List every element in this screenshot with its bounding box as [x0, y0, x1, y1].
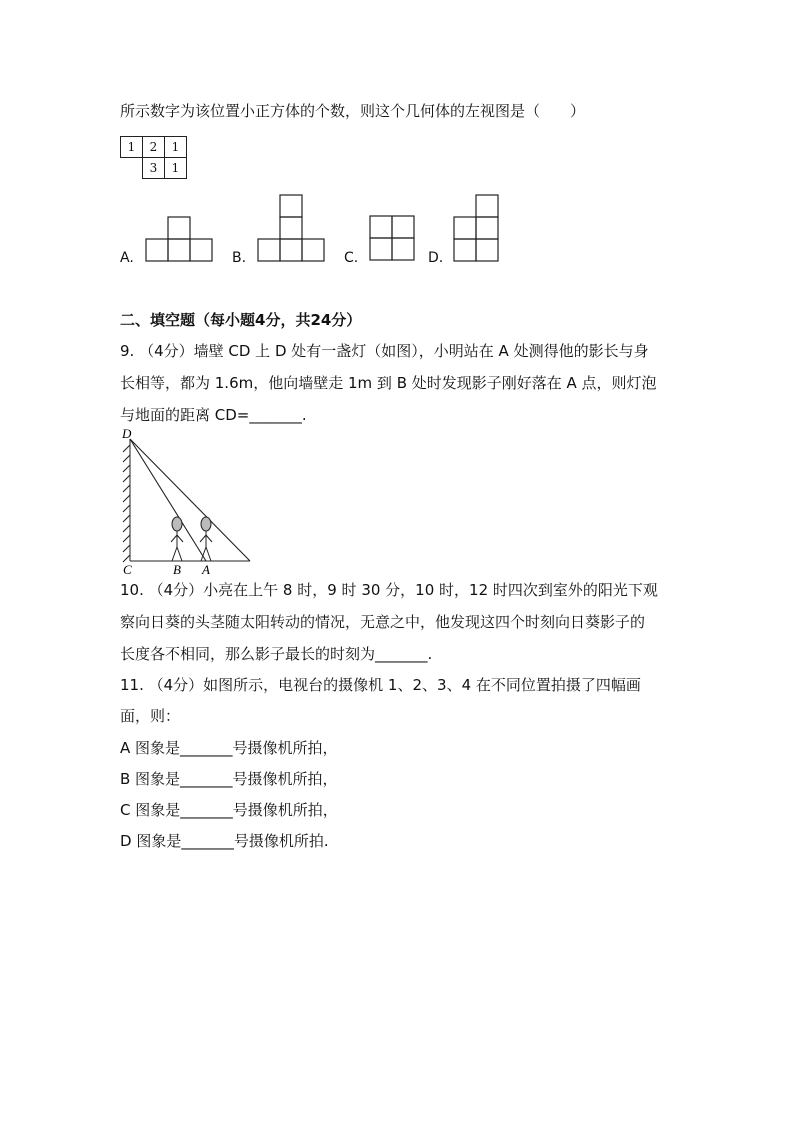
q8-stem: 所示数字为该位置小正方体的个数，则这个几何体的左视图是（ ） — [120, 102, 586, 120]
q11-d: D 图象是_______号摄像机所拍. — [120, 832, 329, 850]
q9-line-2: 长相等，都为 1.6m，他向墙壁走 1m 到 B 处时发现影子刚好落在 A 点，则灯泡 — [120, 374, 657, 392]
grid-cell: 1 — [165, 158, 187, 179]
label-a: A — [202, 562, 210, 577]
option-a-view — [146, 217, 212, 262]
option-d-label: D. — [428, 250, 444, 266]
grid-cell: 1 — [165, 137, 187, 158]
q10-line-2: 察向日葵的头茎随太阳转动的情况，无意之中，他发现这四个时刻向日葵影子的 — [120, 613, 646, 631]
option-d-view — [454, 195, 499, 262]
q11-c: C 图象是_______号摄像机所拍， — [120, 801, 338, 819]
grid-cell: 3 — [143, 158, 165, 179]
q11-b: B 图象是_______号摄像机所拍， — [120, 770, 338, 788]
label-d: D — [122, 426, 132, 441]
q11-line-1: 11. （4分）如图所示，电视台的摄像机 1、2、3、4 在不同位置拍摄了四幅画 — [120, 676, 641, 694]
lamp-shadow-figure — [118, 425, 258, 575]
grid-cell: 2 — [143, 137, 165, 158]
option-b-view — [258, 195, 326, 262]
option-b-label: B. — [232, 250, 247, 266]
label-c: C — [123, 562, 132, 577]
option-c-view — [370, 216, 415, 262]
q10-line-1: 10. （4分）小亮在上午 8 时，9 时 30 分，10 时，12 时四次到室外的阳光下观 — [120, 581, 658, 599]
q9-line-1: 9. （4分）墙壁 CD 上 D 处有一盏灯（如图），小明站在 A 处测得他的影长与身 — [120, 342, 649, 360]
grid-cell-empty — [121, 158, 143, 179]
q10-line-3: 长度各不相同，那么影子最长的时刻为_______. — [120, 645, 433, 663]
section-title: 二、填空题（每小题4分，共24分） — [120, 311, 362, 329]
q11-line-2: 面，则： — [120, 707, 181, 725]
option-a-label: A. — [120, 250, 134, 266]
q8-count-grid — [120, 136, 187, 179]
grid-cell: 1 — [121, 137, 143, 158]
option-c-label: C. — [344, 250, 359, 266]
label-b: B — [173, 562, 181, 577]
q9-line-3: 与地面的距离 CD=_______. — [120, 406, 307, 424]
q11-a: A 图象是_______号摄像机所拍， — [120, 739, 338, 757]
